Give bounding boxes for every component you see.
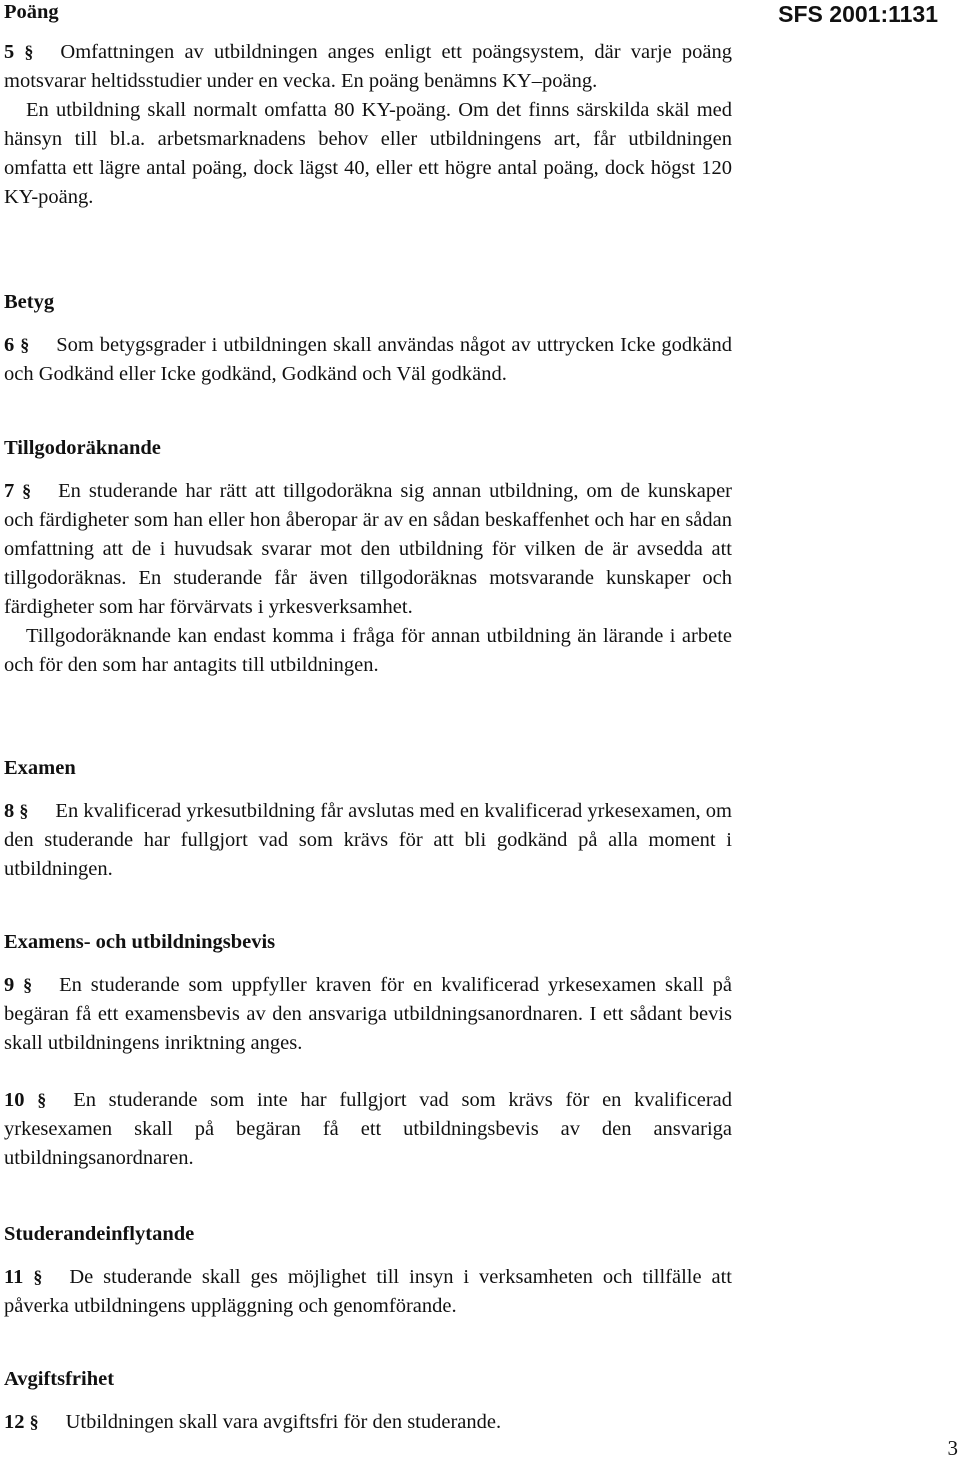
section-betyg [4, 288, 732, 389]
paragraph-number: 8 [4, 800, 15, 822]
section-heading: Avgiftsfrihet [4, 1368, 115, 1390]
section-heading: Poäng [4, 1, 59, 23]
paragraph-11 [4, 1263, 732, 1321]
section-sign-icon: § [23, 975, 33, 995]
paragraph-7 [4, 477, 732, 622]
paragraph-text: En studerande har rätt att tillgodoräkna sig annan utbildning, om de kunskaper och färdigheter som han eller hon åberopar är av en sådan beskaffenhet och har en sådan omfattning att de i huvudsak svarar mot den utbildning för vilken de är avsedda att tillgodoräknas. En studerande får även tillgodoräknas motsvarande kunskaper och färdigheter som har förvärvats i yrkesverksamhet. [4, 480, 733, 618]
section-sign-icon: § [22, 481, 32, 501]
section-heading: Examen [4, 757, 76, 779]
paragraph-text: Utbildningen skall vara avgiftsfri för den studerande. [65, 1411, 502, 1433]
paragraph-text: En studerande som uppfyller kraven för en kvalificerad yrkesexamen skall på begäran få ett examensbevis av den ansvariga utbildningsanordnaren. I ett sådant bevis skall utbildningens inriktning anges. [4, 974, 732, 1054]
section-studerandeinflytande [4, 1220, 732, 1321]
sfs-number: SFS 2001:1131 [778, 1, 938, 27]
section-heading: Tillgodoräknande [4, 437, 161, 459]
paragraph-number: 9 [4, 974, 15, 996]
section-examen [4, 754, 732, 884]
paragraph-number: 11 [4, 1266, 24, 1288]
section-poang [4, 0, 732, 212]
section-heading: Examens- och utbildningsbevis [4, 931, 276, 953]
page-number: 3 [947, 1436, 958, 1460]
section-bevis [4, 928, 732, 1173]
paragraph-5 [4, 38, 732, 96]
section-sign-icon: § [19, 801, 29, 821]
paragraph-number: 7 [4, 480, 15, 502]
paragraph-text: Omfattningen av utbildningen anges enligt ett poängsystem, där varje poäng motsvarar heltidsstudier under en vecka. En poäng benämns KY–poäng. [4, 41, 733, 92]
section-sign-icon: § [33, 1267, 43, 1287]
paragraph-9 [4, 971, 732, 1058]
paragraph-number: 6 [4, 334, 15, 356]
section-tillgodoraknande [4, 434, 732, 680]
paragraph-text: Som betygsgrader i utbildningen skall användas något av uttrycken Icke godkänd och Godkänd eller Icke godkänd, Godkänd och Väl godkänd. [4, 334, 732, 385]
section-heading: Betyg [4, 291, 55, 313]
section-sign-icon: § [37, 1090, 47, 1110]
paragraph-8 [4, 797, 732, 884]
paragraph-number: 10 [4, 1089, 25, 1111]
paragraph-10 [4, 1086, 732, 1173]
paragraph-text: De studerande skall ges möjlighet till insyn i verksamheten och tillfälle att påverka utbildningens uppläggning och genomförande. [4, 1266, 733, 1317]
section-sign-icon: § [20, 335, 30, 355]
paragraph-5-continuation: En utbildning skall normalt omfatta 80 KY-poäng. Om det finns särskilda skäl med hänsyn till bl.a. arbetsmarknadens behov eller utbildningens art, får utbildningen omfatta ett lägre antal poäng, dock lägst 40, eller ett högre antal poäng, dock högst 120 KY-poäng. [4, 99, 732, 208]
section-sign-icon: § [24, 42, 34, 62]
paragraph-number: 12 [4, 1411, 25, 1433]
paragraph-6 [4, 331, 732, 389]
paragraph-7-continuation: Tillgodoräknande kan endast komma i fråga för annan utbildning än lärande i arbete och för den som har antagits till utbildningen. [4, 625, 732, 676]
section-heading: Studerandeinflytande [4, 1223, 195, 1245]
paragraph-number: 5 [4, 41, 15, 63]
paragraph-12 [4, 1408, 732, 1437]
paragraph-text: En kvalificerad yrkesutbildning får avslutas med en kvalificerad yrkesexamen, om den studerande har fullgjort vad som krävs för att bli godkänd på alla moment i utbildningen. [4, 800, 733, 880]
section-avgiftsfrihet [4, 1365, 732, 1437]
paragraph-text: En studerande som inte har fullgjort vad som krävs för en kvalificerad yrkesexamen skall på begäran få ett utbildningsbevis av den ansvariga utbildningsanordnaren. [4, 1089, 732, 1169]
section-sign-icon: § [29, 1412, 39, 1432]
